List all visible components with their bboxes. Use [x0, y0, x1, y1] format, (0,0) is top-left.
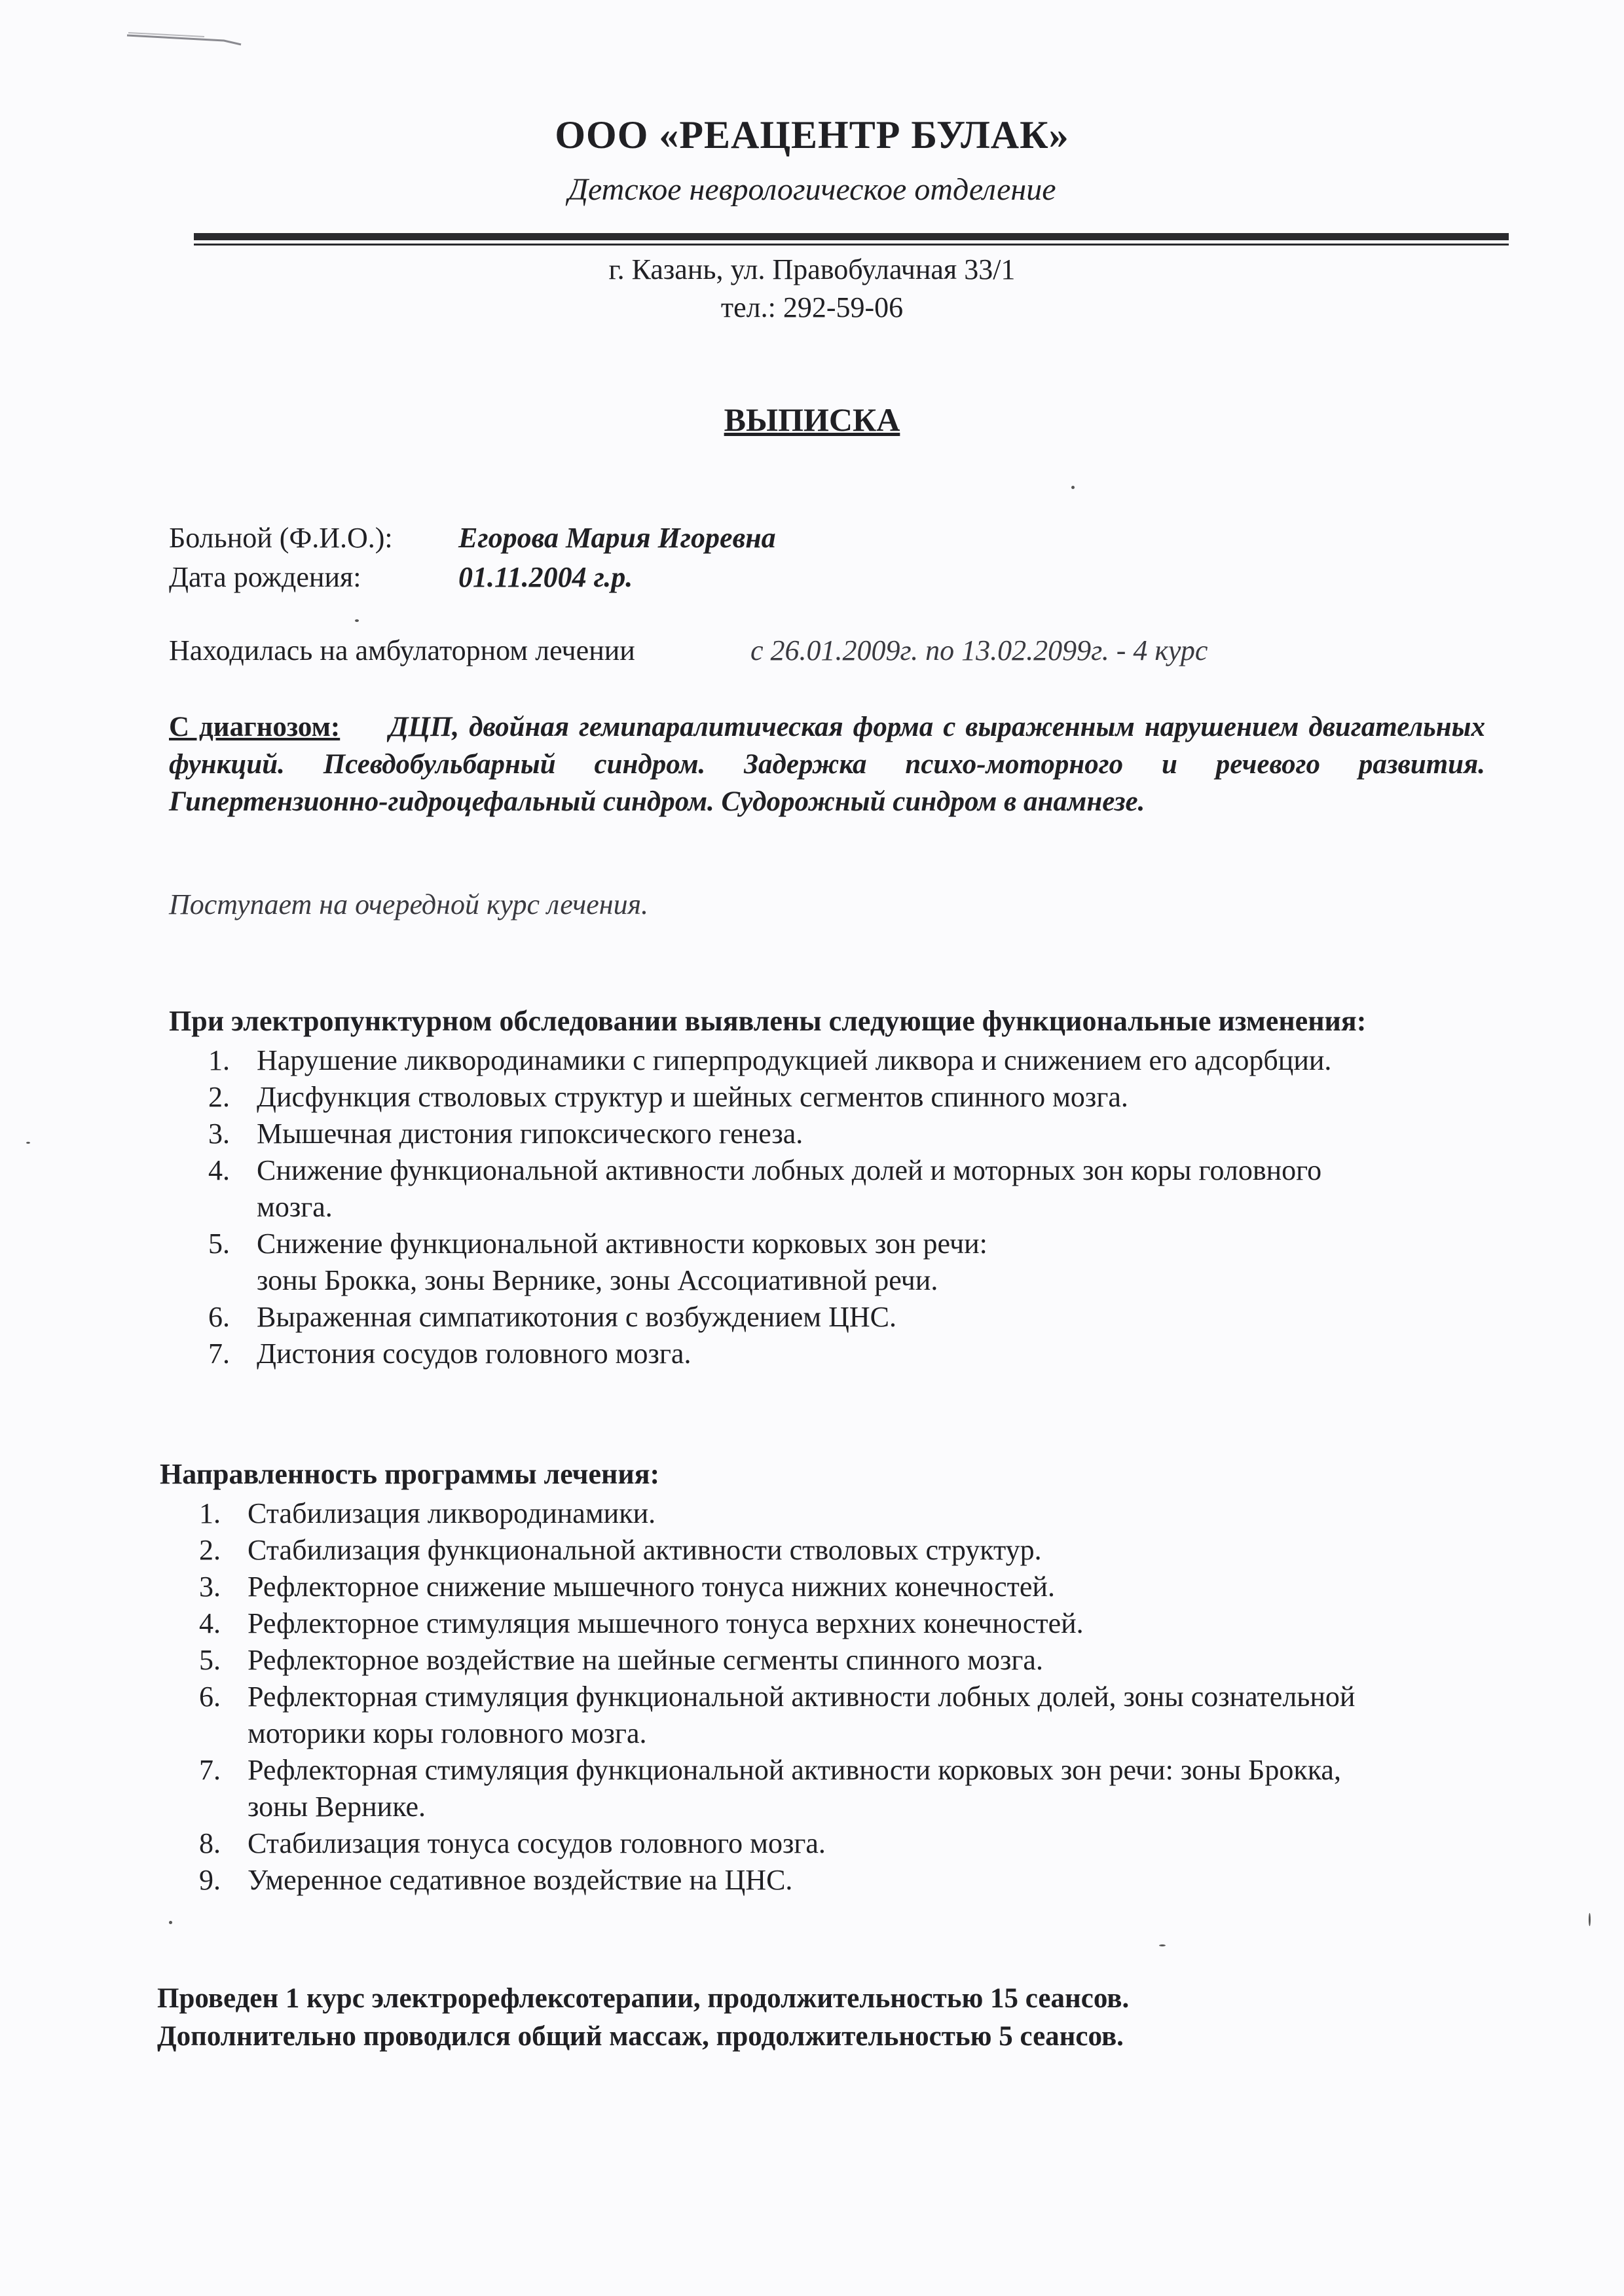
program-heading: Направленность программы лечения:: [160, 1458, 660, 1490]
diagnosis-text: ДЦП, двойная гемипаралитическая форма с выраженным нарушением двигательных функций. Псевдобульбарный синдром. Задержка психо-моторного и речевого развития. Гипертензионно-гидроцефальный синдром. Судорожный синдром в анамнезе.: [169, 712, 1486, 817]
list-item: [160, 1605, 1574, 1642]
list-item-number: 4.: [199, 1607, 221, 1639]
list-item-number: 8.: [199, 1827, 221, 1859]
findings-list: [169, 1042, 1564, 1372]
list-item-text: Стабилизация тонуса сосудов головного мозга.: [248, 1827, 826, 1859]
list-item: [169, 1336, 1564, 1372]
header-divider-thin: [194, 244, 1509, 246]
therapy-summary-line: Проведен 1 курс электрорефлексотерапии, продолжительностью 15 сеансов.: [157, 1983, 1130, 2014]
massage-summary-line: Дополнительно проводился общий массаж, продолжительностью 5 сеансов.: [157, 2021, 1124, 2052]
list-item-number: 3.: [199, 1571, 221, 1603]
list-item-number: 2.: [208, 1081, 230, 1113]
list-item-text: Выраженная симпатикотония с возбуждением ЦНС.: [257, 1301, 897, 1333]
list-item-text: Умеренное седативное воздействие на ЦНС.: [248, 1864, 793, 1896]
list-item-text: Мышечная дистония гипоксического генеза.: [257, 1118, 803, 1150]
diagnosis-block: [169, 708, 1485, 820]
list-item-text: моторики коры головного мозга.: [248, 1717, 647, 1749]
scan-speck: [1589, 1913, 1591, 1926]
list-item-number: 6.: [208, 1301, 230, 1333]
scan-speck: [169, 1921, 172, 1924]
treatment-period-label: Находилась на амбулаторном лечении: [169, 634, 635, 666]
staple-mark: [126, 29, 244, 47]
list-item: [169, 1299, 1564, 1336]
diagnosis-label: С диагнозом:: [169, 712, 341, 742]
list-item: [160, 1642, 1574, 1679]
list-item: [169, 1152, 1564, 1226]
list-item-text: Дисфункция стволовых структур и шейных сегментов спинного мозга.: [257, 1081, 1128, 1113]
list-item-text: Рефлекторное стимуляция мышечного тонуса верхних конечностей.: [248, 1607, 1084, 1639]
list-item: [160, 1862, 1574, 1899]
list-item: [160, 1825, 1574, 1862]
admission-note: Поступает на очередной курс лечения.: [169, 888, 649, 920]
birth-date-value: 01.11.2004 г.р.: [458, 561, 633, 593]
list-item-number: 5.: [199, 1644, 221, 1676]
list-item-text: Дистония сосудов головного мозга.: [257, 1338, 692, 1370]
patient-name-label: Больной (Ф.И.О.):: [169, 522, 393, 554]
list-item-number: 7.: [208, 1338, 230, 1370]
list-item: [169, 1116, 1564, 1152]
list-item: [169, 1079, 1564, 1116]
list-item-text: Снижение функциональной активности корковых зон речи:: [257, 1228, 987, 1260]
list-item: [160, 1495, 1574, 1532]
list-item-text: зоны Брокка, зоны Вернике, зоны Ассоциативной речи.: [257, 1264, 938, 1296]
list-item-number: 1.: [199, 1497, 221, 1529]
scan-speck: [1159, 1944, 1166, 1946]
organization-phone: тел.: 292-59-06: [720, 291, 904, 323]
list-item-number: 9.: [199, 1864, 221, 1896]
list-item: [160, 1532, 1574, 1569]
list-item-number: 6.: [199, 1681, 221, 1713]
scan-speck: [355, 619, 359, 622]
list-item-number: 1.: [208, 1044, 230, 1076]
list-item: [169, 1042, 1564, 1079]
list-item-number: 5.: [208, 1228, 230, 1260]
scan-speck: [26, 1142, 30, 1144]
list-item-text: Рефлекторная стимуляция функциональной активности лобных долей, зоны сознательной: [248, 1681, 1356, 1713]
patient-name-value: Егорова Мария Игоревна: [458, 522, 776, 554]
list-item-text: Снижение функциональной активности лобных долей и моторных зон коры головного: [257, 1154, 1322, 1186]
list-item-text: Нарушение ликвородинамики с гиперпродукцией ликвора и снижением его адсорбции.: [257, 1044, 1332, 1076]
list-item-number: 3.: [208, 1118, 230, 1150]
list-item-text: мозга.: [257, 1191, 333, 1223]
list-item: [169, 1226, 1564, 1299]
list-item-text: Рефлекторное снижение мышечного тонуса нижних конечностей.: [248, 1571, 1055, 1603]
list-item-text: Стабилизация функциональной активности стволовых структур.: [248, 1534, 1042, 1566]
program-list: [160, 1495, 1574, 1899]
birth-date-label: Дата рождения:: [169, 561, 361, 593]
document-title: ВЫПИСКА: [724, 401, 900, 438]
findings-heading: При электропунктурном обследовании выявлены следующие функциональные изменения:: [169, 1005, 1367, 1037]
list-item-number: 2.: [199, 1534, 221, 1566]
list-item: [160, 1752, 1574, 1825]
list-item-text: Стабилизация ликвородинамики.: [248, 1497, 656, 1529]
list-item: [160, 1679, 1574, 1752]
department-name: Детское неврологическое отделение: [568, 172, 1056, 207]
list-item-text: Рефлекторная стимуляция функциональной активности корковых зон речи: зоны Брокка,: [248, 1754, 1341, 1786]
header-divider-thick: [194, 233, 1509, 240]
list-item-number: 7.: [199, 1754, 221, 1786]
organization-address: г. Казань, ул. Правобулачная 33/1: [608, 253, 1016, 285]
list-item: [160, 1569, 1574, 1605]
list-item-text: зоны Вернике.: [248, 1791, 426, 1823]
organization-name: ООО «РЕАЦЕНТР БУЛАК»: [555, 113, 1069, 156]
list-item-number: 4.: [208, 1154, 230, 1186]
treatment-period-dates: с 26.01.2009г. по 13.02.2099г. - 4 курс: [750, 634, 1208, 666]
list-item-text: Рефлекторное воздействие на шейные сегменты спинного мозга.: [248, 1644, 1043, 1676]
scan-speck: [1071, 486, 1075, 489]
